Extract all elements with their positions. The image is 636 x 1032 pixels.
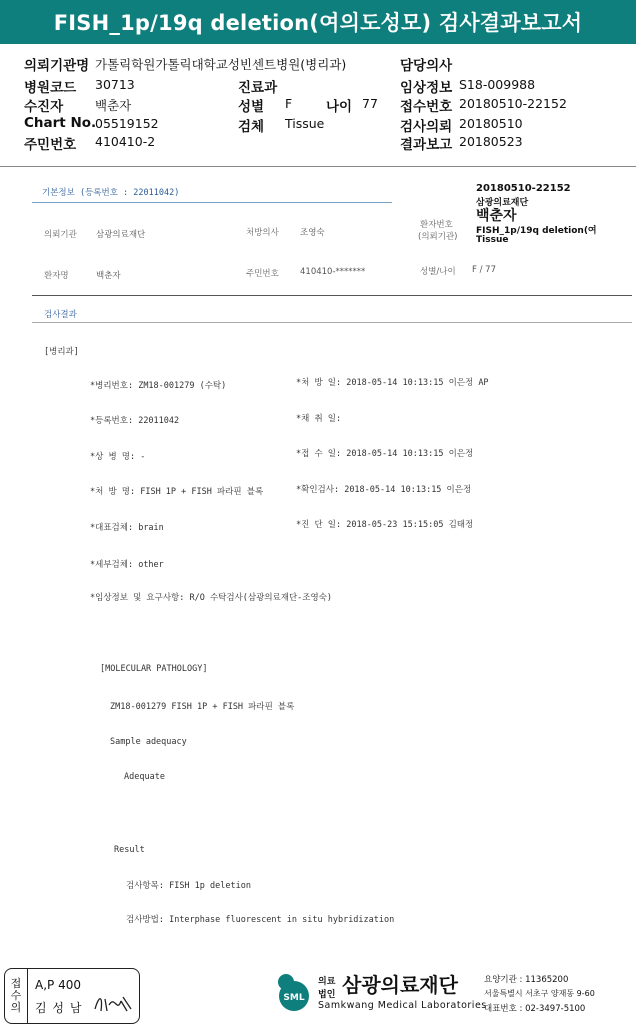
signature-scribble [93, 991, 133, 1015]
result-heading: 검사결과 [44, 310, 77, 320]
header-divider [0, 166, 636, 167]
row1-label2: 처방의사 [246, 228, 279, 238]
field-collected-date: *채 취 일: [296, 414, 342, 424]
specimen-label: 검체 [238, 119, 265, 135]
hospital-code-label: 병원코드 [24, 80, 77, 96]
field-pathology-no: *병리번호: ZM18-001279 (수탁) [90, 381, 227, 391]
sample-adequacy-label: Sample adequacy [110, 737, 187, 747]
org-name-en: Samkwang Medical Laboratories [318, 1000, 487, 1011]
field-prescribed-date: *처 방 일: 2018-05-14 10:13:15 이은정 AP [296, 378, 489, 388]
row1-label3b: (의뢰기관) [418, 232, 458, 242]
doctor-label: 담당의사 [400, 58, 453, 74]
field-diagnosis-name: *상 병 명: - [90, 452, 146, 462]
row1-value2: 조영숙 [300, 228, 325, 238]
dept-label: 진료과 [238, 80, 278, 96]
hospital-value: 가톨릭학원가톨릭대학교성빈센트병원(병리과) [95, 57, 347, 72]
receipt-no-value: 20180510-22152 [459, 96, 567, 111]
request-date-value: 20180510 [459, 116, 523, 131]
sex-value: F [285, 96, 293, 111]
test-method: 검사방법: Interphase fluorescent in situ hybridization [126, 915, 395, 925]
stamp-org: 삼광의료재단 [476, 198, 529, 208]
specimen-value: Tissue [285, 116, 325, 131]
basic-info-rule [32, 202, 392, 203]
row2-value2: 410410-******* [300, 267, 366, 277]
chart-no-label: Chart No. [24, 115, 97, 131]
molecular-heading: [MOLECULAR PATHOLOGY] [100, 664, 208, 674]
report-date-label: 결과보고 [400, 137, 453, 153]
field-prescription: *처 방 명: FISH 1P + FISH 파라핀 블록 [90, 487, 264, 497]
sex-label: 성별 [238, 99, 265, 115]
field-main-specimen: *대표검체: brain [90, 523, 164, 533]
basic-info-heading: 기본정보 (등록번호 : 22011042) [42, 188, 180, 198]
row2-value3: F / 77 [472, 265, 496, 275]
receipt-stamp [4, 968, 140, 1024]
report-title: FISH_1p/19q deletion(여의도성모) 검사결과보고서 [0, 0, 636, 44]
field-clinical-request: *임상정보 및 요구사항: R/O 수탁검사(삼광의료재단-조영숙) [90, 593, 333, 603]
stamp-specimen: Tissue [476, 235, 509, 245]
result-rule [32, 322, 632, 323]
hospital-label: 의뢰기관명 [24, 58, 90, 74]
row1-label3: 환자번호 [420, 220, 453, 230]
row1-value1: 삼광의료재단 [96, 230, 146, 240]
resident-no-value: 410410-2 [95, 134, 156, 149]
field-registration-no: *등록번호: 22011042 [90, 416, 180, 426]
field-received-date: *접 수 일: 2018-05-14 10:13:15 이은정 [296, 449, 474, 459]
org-name: 삼광의료재단 [342, 973, 458, 997]
pathology-dept: [병리과] [44, 347, 79, 357]
clinical-info-value: S18-009988 [459, 77, 536, 92]
field-detail-specimen: *세부검체: other [90, 560, 164, 570]
row2-value1: 백춘자 [96, 271, 121, 281]
age-value: 77 [362, 96, 378, 111]
report-header [0, 46, 636, 166]
org-address: 서울특별시 서초구 양재동 9-60 [484, 989, 595, 998]
row1-label1: 의뢰기관 [44, 230, 77, 240]
scanned-report [0, 168, 636, 964]
resident-no-label: 주민번호 [24, 137, 77, 153]
patient-value: 백춘자 [95, 98, 132, 113]
request-date-label: 검사의뢰 [400, 119, 453, 135]
facility-code: 요양기관 : 11365200 [484, 975, 569, 985]
hospital-code-value: 30713 [95, 77, 135, 92]
stamp-signer: 김 성 남 [35, 1001, 83, 1015]
stamp-name: 백춘자 [476, 208, 517, 224]
org-phone: 대표번호 : 02-3497-5100 [484, 1004, 586, 1014]
molecular-case-line: ZM18-001279 FISH 1P + FISH 파라핀 블록 [110, 702, 295, 712]
age-label: 나이 [326, 99, 353, 115]
chart-no-value: 05519152 [95, 116, 159, 131]
stamp-side-label: 접 수 의 [5, 969, 28, 1023]
row2-label1: 환자명 [44, 271, 69, 281]
test-item: 검사항목: FISH 1p deletion [126, 881, 251, 891]
sample-adequacy-value: Adequate [124, 772, 165, 782]
org-prefix-2: 법인 [318, 990, 336, 1000]
report-date-value: 20180523 [459, 134, 523, 149]
stamp-test: FISH_1p/19q deletion(여 [476, 226, 597, 236]
stamp-code: A,P 400 [35, 978, 81, 992]
stamp-reg-no: 20180510-22152 [476, 183, 571, 194]
svg-text:SML: SML [283, 993, 305, 1003]
result-label: Result [114, 845, 145, 855]
sml-logo-icon [272, 970, 314, 1014]
field-confirmed-date: *확인검사: 2018-05-14 10:13:15 이은정 [296, 485, 472, 495]
patient-label: 수진자 [24, 99, 64, 115]
row2-label2: 주민번호 [246, 269, 279, 279]
report-footer [0, 964, 636, 1032]
field-diagnosis-date: *진 단 일: 2018-05-23 15:15:05 김태정 [296, 520, 474, 530]
clinical-info-label: 임상정보 [400, 80, 453, 96]
row2-label3: 성별/나이 [420, 267, 456, 277]
receipt-no-label: 접수번호 [400, 99, 453, 115]
patient-info-rule [32, 295, 632, 296]
org-prefix-1: 의료 [318, 977, 336, 987]
